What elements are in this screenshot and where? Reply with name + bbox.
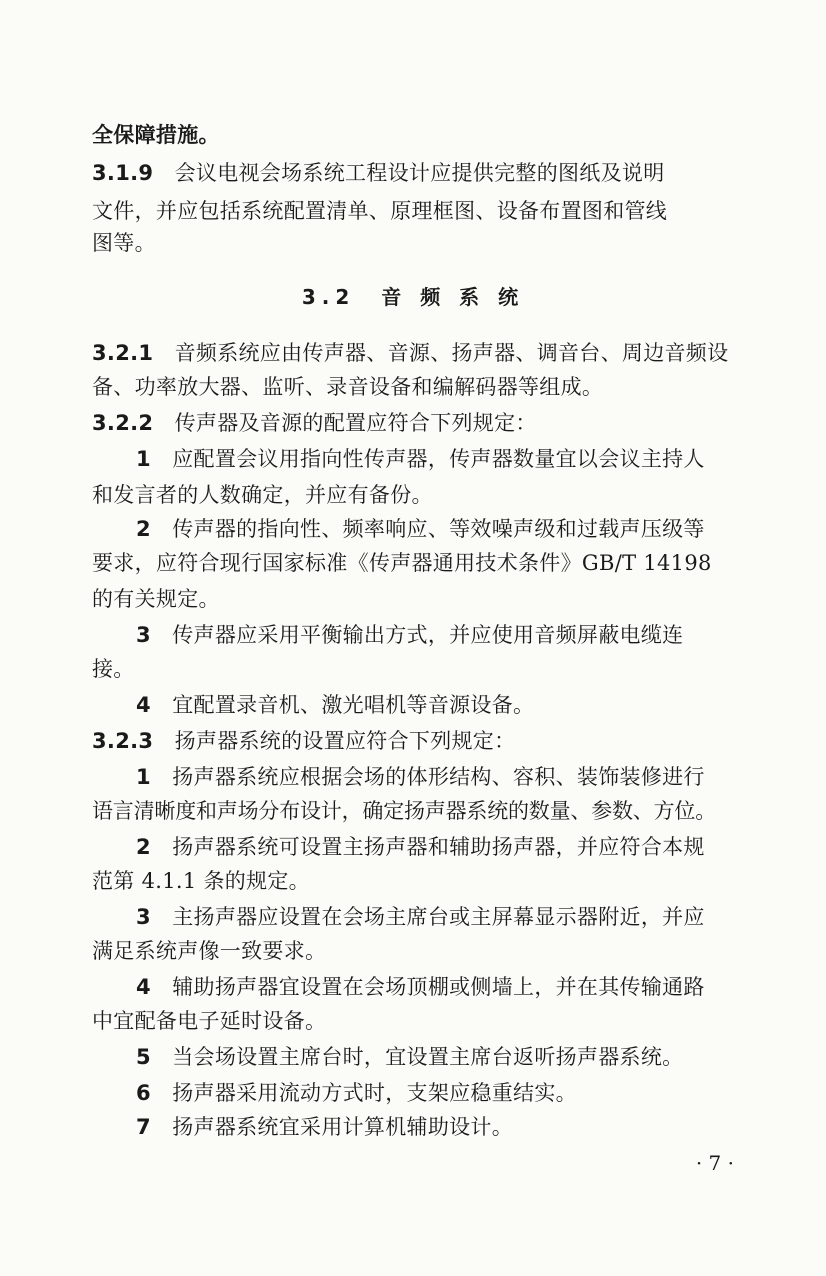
text-line: 满足系统声像一致要求。 — [92, 939, 327, 963]
text-line: 范第 4.1.1 条的规定。 — [92, 869, 310, 893]
item-number: 2 — [136, 835, 151, 859]
text-line: 备、功率放大器、监听、录音设备和编解码器等组成。 — [92, 375, 604, 399]
list-item: 4 宜配置录音机、激光唱机等音源设备。 — [136, 693, 535, 717]
clause-number: 3.1.9 — [92, 161, 154, 185]
clause-number: 3.2.3 — [92, 729, 154, 753]
clause-3-2-1: 3.2.1 音频系统应由传声器、音源、扬声器、调音台、周边音频设 — [92, 341, 729, 365]
clause-3-1-9: 3.1.9 会议电视会场系统工程设计应提供完整的图纸及说明 — [92, 161, 665, 185]
list-item: 1 应配置会议用指向性传声器，传声器数量宜以会议主持人 — [136, 447, 705, 471]
item-number: 7 — [136, 1115, 151, 1139]
list-item: 4 辅助扬声器宜设置在会场顶棚或侧墙上，并在其传输通路 — [136, 975, 705, 999]
clause-3-2-2: 3.2.2 传声器及音源的配置应符合下列规定： — [92, 411, 537, 435]
text-line: 文件，并应包括系统配置清单、原理框图、设备布置图和管线 — [92, 199, 668, 223]
section-heading: 3.2 音 频 系 统 — [301, 285, 525, 309]
clause-number: 3.2.1 — [92, 341, 154, 365]
text-line: 中宜配备电子延时设备。 — [92, 1009, 327, 1033]
list-item: 5 当会场设置主席台时，宜设置主席台返听扬声器系统。 — [136, 1045, 684, 1069]
list-item: 7 扬声器系统宜采用计算机辅助设计。 — [136, 1115, 514, 1139]
list-item: 2 传声器的指向性、频率响应、等效噪声级和过载声压级等 — [136, 517, 705, 541]
text-line: 要求，应符合现行国家标准《传声器通用技术条件》GB/T 14198 — [92, 551, 712, 575]
clause-number: 3.2.2 — [92, 411, 154, 435]
list-item: 3 传声器应采用平衡输出方式，并应使用音频屏蔽电缆连 — [136, 623, 684, 647]
item-number: 4 — [136, 975, 151, 999]
item-number: 3 — [136, 905, 151, 929]
text-line: 的有关规定。 — [92, 587, 220, 611]
list-item: 3 主扬声器应设置在会场主席台或主屏幕显示器附近，并应 — [136, 905, 705, 929]
item-number: 5 — [136, 1045, 151, 1069]
item-number: 2 — [136, 517, 151, 541]
text-line: 语言清晰度和声场分布设计，确定扬声器系统的数量、参数、方位。 — [92, 799, 716, 823]
item-number: 1 — [136, 765, 151, 789]
text-line: 全保障措施。 — [92, 122, 220, 147]
clause-3-2-3: 3.2.3 扬声器系统的设置应符合下列规定： — [92, 729, 516, 753]
text-line: 和发言者的人数确定，并应有备份。 — [92, 483, 433, 507]
list-item: 1 扬声器系统应根据会场的体形结构、容积、装饰装修进行 — [136, 765, 705, 789]
item-number: 6 — [136, 1081, 151, 1105]
list-item: 2 扬声器系统可设置主扬声器和辅助扬声器，并应符合本规 — [136, 835, 705, 859]
item-number: 4 — [136, 693, 151, 717]
list-item: 6 扬声器采用流动方式时，支架应稳重结实。 — [136, 1081, 577, 1105]
text-line: 图等。 — [92, 231, 156, 255]
text-line: 接。 — [92, 657, 135, 681]
page-number: · 7 · — [695, 1151, 734, 1175]
item-number: 3 — [136, 623, 151, 647]
item-number: 1 — [136, 447, 151, 471]
